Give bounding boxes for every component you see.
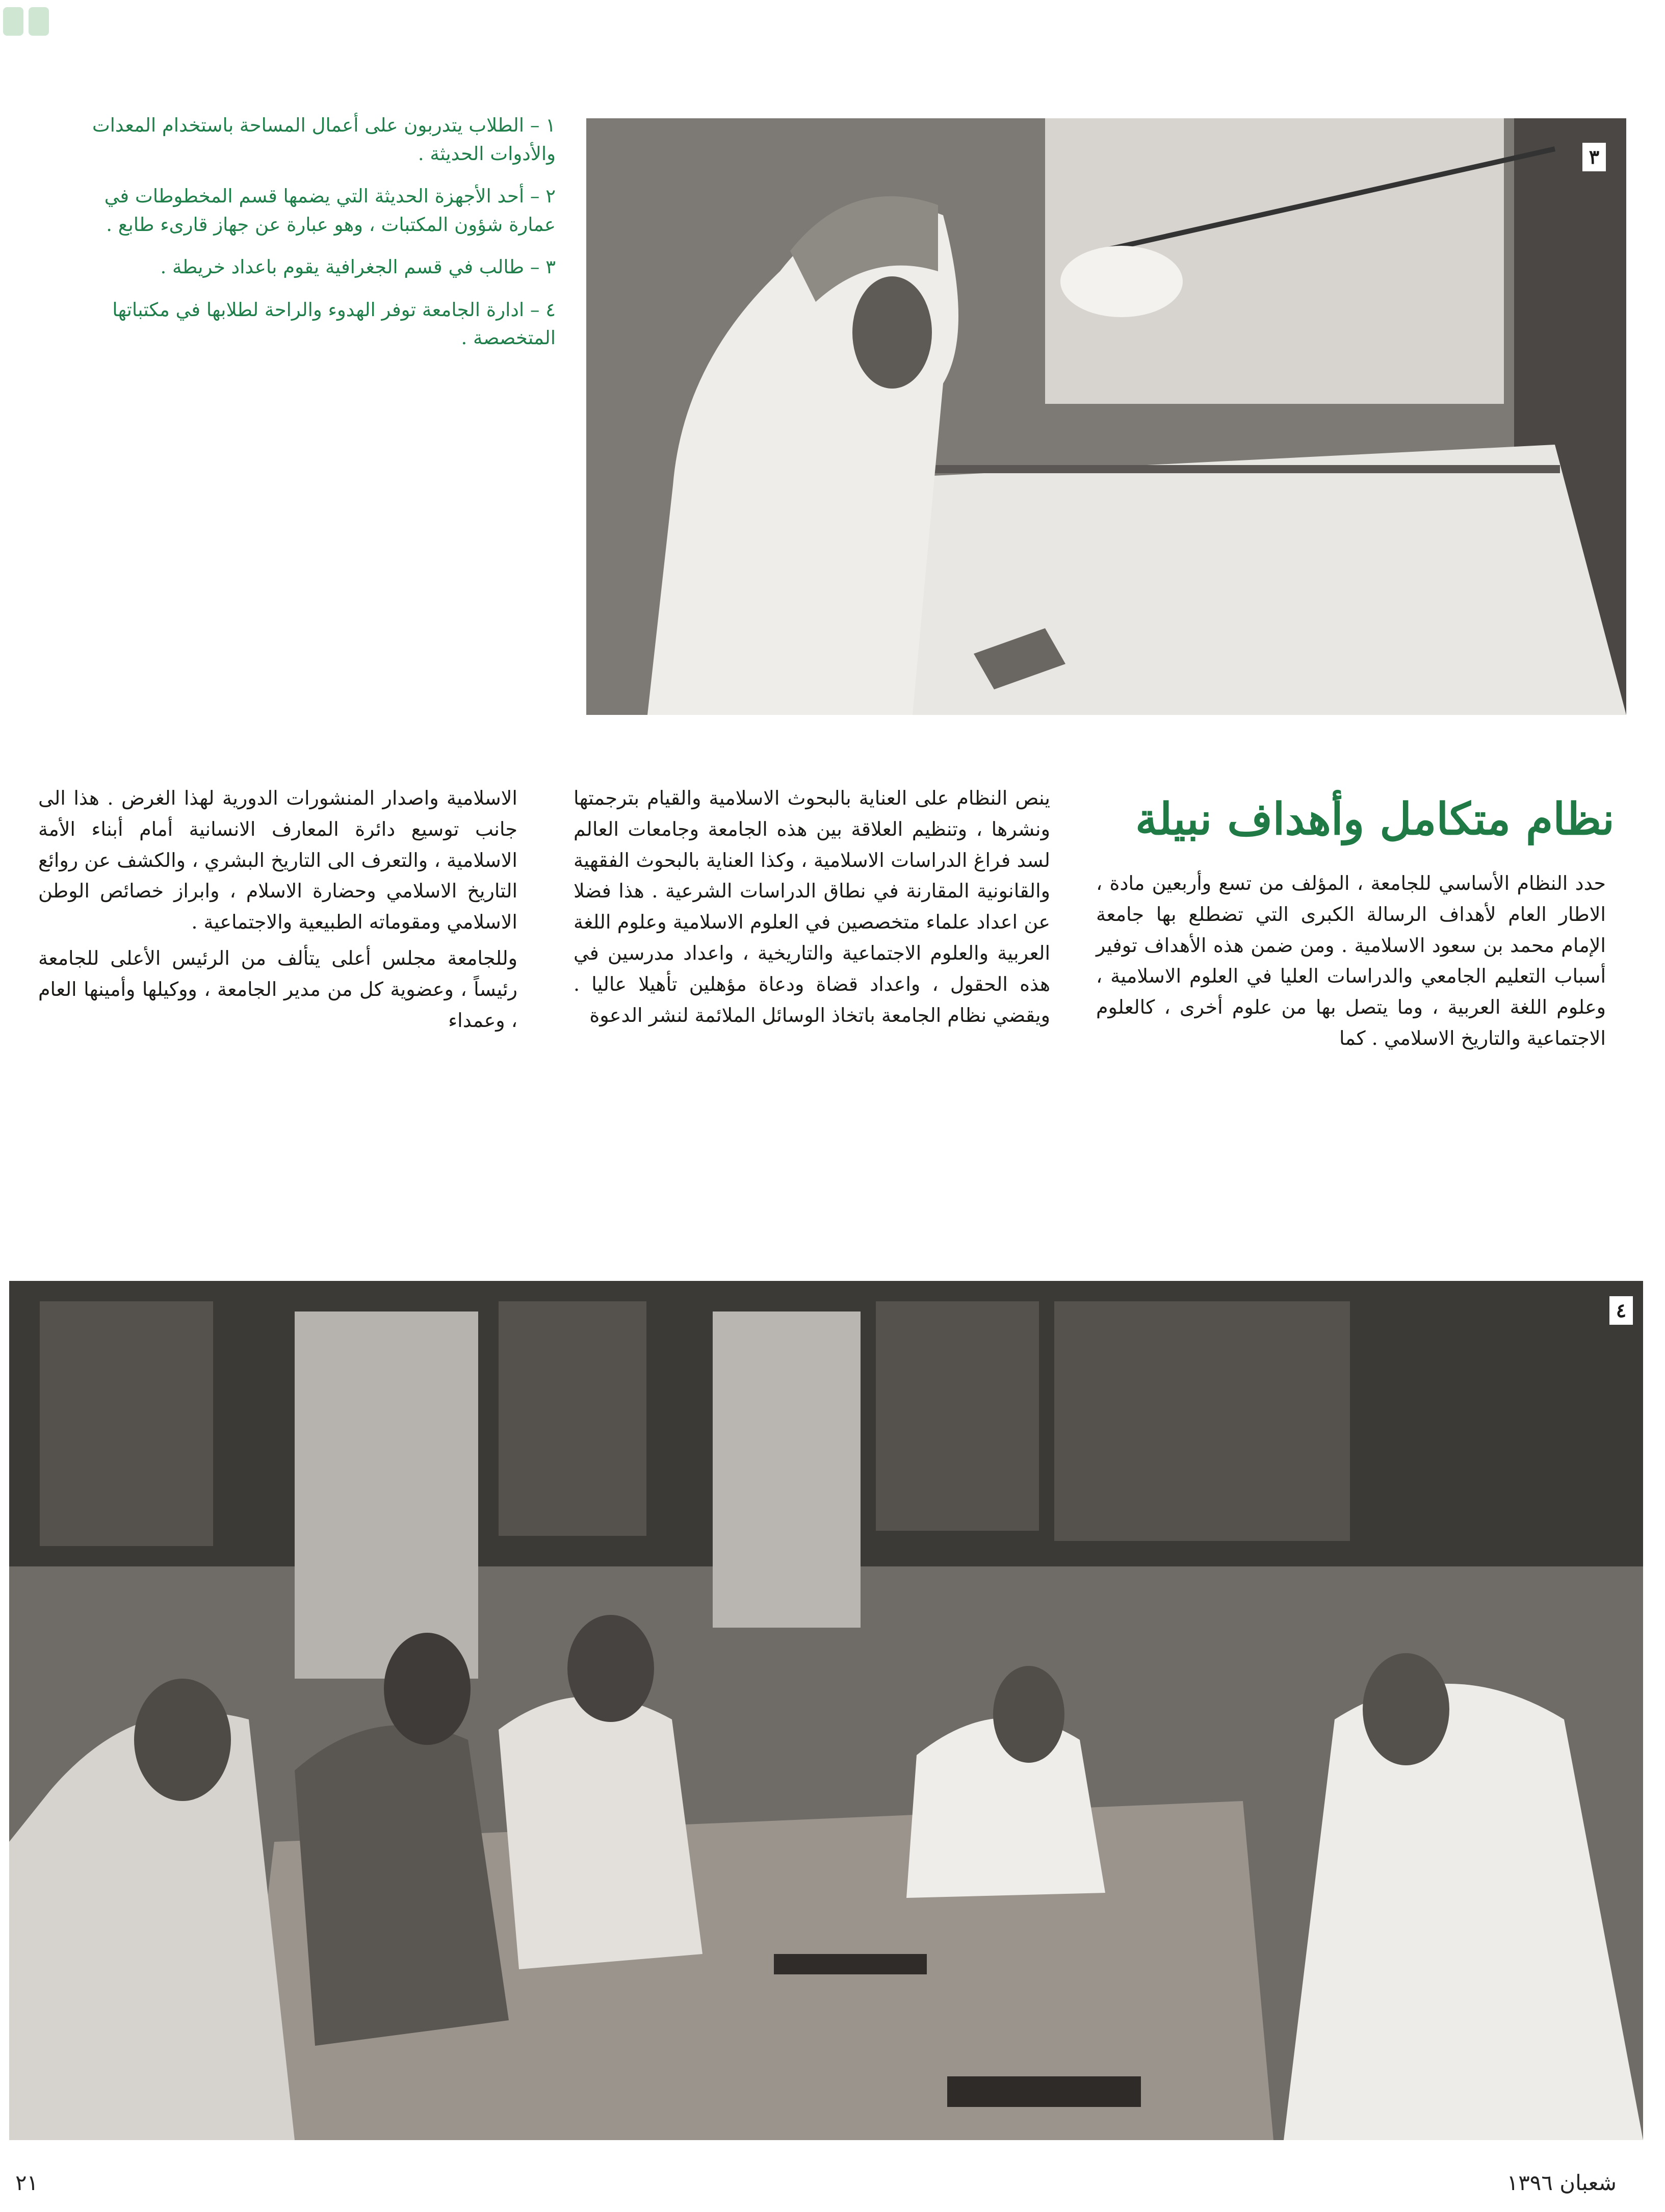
article-paragraph: ينص النظام على العناية بالبحوث الاسلامية والقيام بترجمتها ونشرها ، وتنظيم العلاقة بين هذه الجامعة وجامعات العالم لسد فراغ الدراسات الاسلامية ، وكذا العناية بالبحوث الفقهية والقانونية المقارنة في نطاق الدراسات الشرعية . هذا فضلا عن اعداد علماء متخصصين في العلوم الاسلامية وعلوم اللغة العربية والعلوم الاجتماعية والتاريخية ، واعداد مدرسين في هذه الحقول ، واعداد قضاة ودعاة مؤهلين تأهيلا عاليا . ويقضي نظام الجامعة باتخاذ الوسائل الملائمة لنشر الدعوة <box>574 787 1050 1026</box>
photo-number-4: ٤ <box>1609 1296 1633 1325</box>
page-number: ٢١ <box>15 2170 39 2195</box>
caption-1: ١ – الطلاب يتدربون على أعمال المساحة باستخدام المعدات والأدوات الحديثة . <box>92 114 556 165</box>
article-title: نظام متكامل وأهداف نبيلة <box>1135 793 1615 845</box>
article-paragraph: وللجامعة مجلس أعلى يتألف من الرئيس الأعلى للجامعة رئيساً ، وعضوية كل من مدير الجامعة ، ووكيلها وأمينها العام ، وعمداء <box>38 946 517 1032</box>
article-column-left <box>38 783 517 1041</box>
caption-2: ٢ – أحد الأجهزة الحديثة التي يضمها قسم المخطوطات في عمارة شؤون المكتبات ، وهو عبارة عن جهاز قارىء طابع . <box>104 185 556 236</box>
caption-3: ٣ – طالب في قسم الجغرافية يقوم باعداد خريطة . <box>160 256 556 278</box>
photo-library-reading-room <box>9 1281 1643 2140</box>
photo-captions <box>71 111 556 367</box>
corner-color-mark <box>0 0 76 47</box>
article-paragraph: حدد النظام الأساسي للجامعة ، المؤلف من تسع وأربعين مادة ، الاطار العام لأهداف الرسالة الكبرى التي تضطلع بها جامعة الإمام محمد بن سعود الاسلامية . ومن ضمن هذه الأهداف توفير أسباب التعليم الجامعي والدراسات العليا في العلوم الاسلامية ، وعلوم اللغة العربية ، وما يتصل بها من علوم أخرى ، كالعلوم الاجتماعية والتاريخ الاسلامي . كما <box>1096 872 1606 1049</box>
caption-4: ٤ – ادارة الجامعة توفر الهدوء والراحة لطلابها في مكتباتها المتخصصة . <box>112 298 556 349</box>
photo-number-3: ٣ <box>1582 143 1606 171</box>
article-column-middle <box>574 783 1050 1036</box>
article-column-right <box>1096 868 1606 1059</box>
footer-issue-date: شعبان ١٣٩٦ <box>1506 2170 1617 2195</box>
photo-student-drafting <box>586 118 1626 715</box>
article-paragraph: الاسلامية واصدار المنشورات الدورية لهذا الغرض . هذا الى جانب توسيع دائرة المعارف الانسانية أمام أبناء الأمة الاسلامية ، والتعرف الى التاريخ البشري ، والكشف عن روائع التاريخ الاسلامي وحضارة الاسلام ، وابراز خصائص الوطن الاسلامي ومقوماته الطبيعية والاجتماعية . <box>38 787 517 934</box>
